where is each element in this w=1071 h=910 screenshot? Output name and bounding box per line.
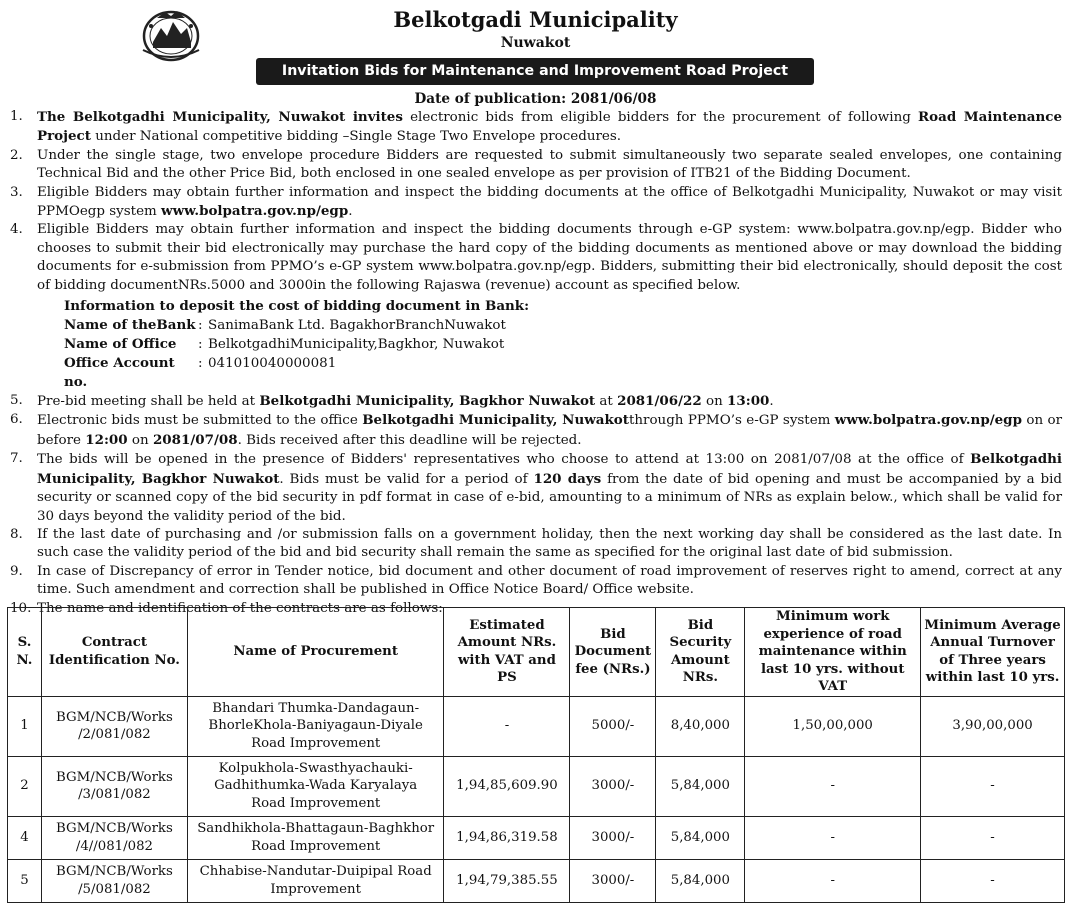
bank-row bbox=[64, 354, 1062, 392]
text: . Bids must be valid for a period of bbox=[279, 471, 534, 487]
text: under National competitive bidding –Single Stage Two Envelope procedures. bbox=[90, 129, 622, 145]
item-text bbox=[37, 450, 1062, 526]
bold-text: 13:00 bbox=[727, 393, 770, 410]
header-line: last 10 yrs. without VAT bbox=[760, 661, 905, 694]
cell-line: Road Improvement bbox=[251, 838, 381, 854]
col-header-turnover bbox=[921, 608, 1065, 697]
item-number: 9. bbox=[10, 563, 23, 579]
contracts-table bbox=[7, 607, 1065, 903]
bank-key: Name of Office bbox=[64, 336, 177, 353]
bold-text: Road Maintenance Project bbox=[37, 109, 1062, 145]
header-line: experience of road bbox=[763, 626, 902, 642]
header-line: within last 10 yrs. bbox=[925, 670, 1060, 686]
text: Eligible Bidders may obtain further information and inspect the bidding documents at the office of Belkotgadhi Municipality, Nuwakot or may visit PPMOegp system bbox=[37, 184, 1062, 220]
cell-line: BhorleKhola-Baniyagaun-Diyale bbox=[208, 718, 423, 734]
bank-key: Office Account no. bbox=[64, 355, 175, 391]
text: through PPMO’s e-GP system bbox=[628, 413, 835, 429]
table-row bbox=[8, 816, 1065, 859]
text: on or before bbox=[37, 413, 1063, 448]
cell-procurement bbox=[187, 859, 444, 902]
bold-text: The Belkotgadhi Municipality, Nuwakot invites bbox=[37, 109, 403, 125]
col-header-estimated-amount bbox=[444, 608, 570, 697]
cell-bid-security: 5,84,000 bbox=[656, 859, 745, 902]
header-line: fee (NRs.) bbox=[575, 661, 651, 677]
notice-items bbox=[10, 108, 1062, 618]
cell-procurement bbox=[187, 816, 444, 859]
district-subtitle: Nuwakot bbox=[500, 35, 571, 51]
publication-date bbox=[0, 90, 1071, 108]
table-row bbox=[8, 859, 1065, 902]
text: The bids will be opened in the presence of Bidders' representatives who choose to attend at 13:00 on 2081/07/08 at the office of bbox=[37, 452, 971, 468]
cell-line: Chhabise-Nandutar-Duipipal Road bbox=[199, 864, 432, 879]
municipality-title: Belkotgadi Municipality bbox=[393, 7, 678, 32]
notice-item-6 bbox=[10, 411, 1062, 450]
cell-contract-id bbox=[41, 696, 187, 756]
notice-item-8 bbox=[10, 526, 1062, 563]
cell-work-experience: - bbox=[745, 816, 921, 859]
header-line: with VAT and bbox=[457, 652, 556, 668]
cell-work-experience: 1,50,00,000 bbox=[745, 696, 921, 756]
cell-line: Bhandari Thumka-Dandagaun- bbox=[212, 700, 420, 716]
header-line: Identification No. bbox=[48, 652, 180, 668]
header-line: of Three years bbox=[939, 652, 1046, 668]
notice-item-1 bbox=[10, 108, 1062, 147]
cell-document-fee: 3000/- bbox=[570, 756, 656, 816]
cell-procurement bbox=[187, 696, 444, 756]
item-number: 2. bbox=[10, 147, 23, 163]
bold-text: www.bolpatra.gov.np/egp bbox=[834, 412, 1022, 429]
header-line: Bid bbox=[687, 617, 714, 633]
col-header-bid-security bbox=[656, 608, 745, 697]
bold-text: Belkotgadhi Municipality, Nuwakot bbox=[362, 412, 629, 429]
header-line: Amount bbox=[670, 652, 730, 668]
cell-turnover: - bbox=[921, 859, 1065, 902]
cell-line: BGM/NCB/Works bbox=[56, 821, 173, 836]
item-number: 10. bbox=[10, 600, 32, 616]
cell-line: Gadhithumka-Wada Karyalaya bbox=[214, 778, 418, 794]
cell-line: Improvement bbox=[270, 881, 361, 897]
cell-contract-id bbox=[41, 756, 187, 816]
text: . bbox=[769, 394, 774, 410]
item-number: 6. bbox=[10, 412, 23, 428]
bold-text: 2081/07/08 bbox=[152, 431, 238, 448]
cell-estimated-amount: 1,94,85,609.90 bbox=[444, 756, 570, 816]
notice-item-9 bbox=[10, 563, 1062, 600]
item-text: Under the single stage, two envelope procedure Bidders are requested to submit simultaneously two separate sealed envelopes, one containing Technical Bid and the other Price Bid, both enclosed in one sealed envelope as per provision of ITB21 of the Bidding Document. bbox=[37, 147, 1062, 182]
text: Pre-bid meeting shall be held at bbox=[37, 394, 260, 410]
item-number: 1. bbox=[10, 109, 23, 124]
publication-date-value: 2081/06/08 bbox=[570, 91, 657, 107]
col-header-procurement bbox=[187, 608, 444, 697]
item-text: The name and identification of the contracts are as follows: bbox=[37, 600, 443, 616]
bank-value: BelkotgadhiMunicipality,Bagkhor, Nuwakot bbox=[208, 337, 505, 353]
item-number: 8. bbox=[10, 526, 23, 542]
text: . bbox=[348, 204, 353, 220]
bank-sep: : bbox=[198, 318, 203, 334]
cell-work-experience: - bbox=[745, 756, 921, 816]
header-line: maintenance within bbox=[758, 644, 907, 659]
cell-work-experience: - bbox=[745, 859, 921, 902]
notice-item-2 bbox=[10, 147, 1062, 184]
item-text bbox=[37, 411, 1062, 450]
cell-line: /5/081/082 bbox=[78, 881, 151, 897]
cell-sn: 4 bbox=[8, 816, 42, 859]
cell-sn: 2 bbox=[8, 756, 42, 816]
cell-estimated-amount: 1,94,79,385.55 bbox=[444, 859, 570, 902]
text: on bbox=[127, 432, 153, 448]
item-number: 4. bbox=[10, 222, 23, 238]
cell-line: Road Improvement bbox=[251, 735, 381, 751]
bank-row bbox=[64, 335, 1062, 354]
text: at bbox=[595, 394, 618, 410]
bank-sep: : bbox=[198, 356, 203, 372]
col-header-work-experience bbox=[745, 608, 921, 697]
col-header-contract-id bbox=[41, 608, 187, 697]
text: Electronic bids must be submitted to the office bbox=[37, 413, 363, 429]
bank-sep: : bbox=[198, 337, 203, 353]
bank-row bbox=[64, 316, 1062, 335]
cell-line: /3/081/082 bbox=[78, 787, 151, 802]
col-header-sn bbox=[8, 608, 42, 697]
bold-text: 120 days bbox=[533, 470, 602, 487]
text: . Bids received after this deadline will be rejected. bbox=[237, 432, 582, 448]
cell-turnover: - bbox=[921, 756, 1065, 816]
cell-line: Sandhikhola-Bhattagaun-Baghkhor bbox=[197, 821, 435, 836]
item-text: In case of Discrepancy of error in Tender notice, bid document and other document of road improvement of reserves right to amend, correct at any time. Such amendment and correction shall be published in Office Notice Board/ Office website. bbox=[37, 563, 1062, 598]
header-line: Annual Turnover bbox=[930, 635, 1055, 651]
bold-text: 2081/06/22 bbox=[617, 393, 702, 410]
header-line: Amount NRs. bbox=[457, 635, 557, 651]
header-line: Bid bbox=[600, 626, 626, 642]
header-line: PS bbox=[497, 670, 517, 686]
notice-item-5 bbox=[10, 392, 1062, 411]
text: Eligible Bidders may obtain further information and inspect the bidding documents through e-GP system: www.bolpatra.gov.np/egp. Bidder who chooses to submit their bid electronically may purchase the hard copy of the bidding documents as mentioned above or may download the bidding documents for e-submission from PPMO’s e-GP system www.bolpatra.gov.np/egp. Bidders, submitting their bid electronically, should deposit the cost of bidding documentNRs.5000 and 3000in the following Rajaswa (revenue) account as specified below. bbox=[37, 222, 1062, 293]
cell-estimated-amount: 1,94,86,319.58 bbox=[444, 816, 570, 859]
notice-item-4 bbox=[10, 221, 1062, 295]
item-text bbox=[37, 392, 1062, 411]
cell-line: BGM/NCB/Works bbox=[56, 769, 173, 785]
item-number: 7. bbox=[10, 451, 23, 467]
header-line: Minimum Average bbox=[924, 617, 1061, 633]
bank-key: Name of theBank bbox=[64, 317, 196, 334]
publication-date-label: Date of publication: bbox=[414, 91, 567, 107]
cell-document-fee: 3000/- bbox=[570, 859, 656, 902]
cell-bid-security: 8,40,000 bbox=[656, 696, 745, 756]
table-row bbox=[8, 696, 1065, 756]
header-line: Document bbox=[574, 644, 652, 659]
cell-line: BGM/NCB/Works bbox=[56, 864, 173, 879]
table-header-row bbox=[8, 608, 1065, 697]
cell-line: /4//081/082 bbox=[75, 838, 153, 854]
cell-turnover: 3,90,00,000 bbox=[921, 696, 1065, 756]
header-line: Minimum work bbox=[775, 609, 890, 624]
cell-bid-security: 5,84,000 bbox=[656, 756, 745, 816]
text: on bbox=[701, 394, 728, 410]
bank-information bbox=[64, 297, 1062, 392]
bold-text: Belkotgadhi Municipality, Bagkhor Nuwakot bbox=[37, 451, 1062, 487]
text: from the date of bid opening and must be accompanied by a bid security or scanned copy of the bid security in pdf format in case of e-bid, amounting to a minimum of NRs as explain below., which shall be valid for 30 days beyond the validity period of the bid. bbox=[37, 471, 1062, 524]
cell-line: Kolpukhola-Swasthyachauki- bbox=[218, 760, 413, 776]
notice-item-7 bbox=[10, 450, 1062, 526]
cell-line: /2/081/082 bbox=[78, 727, 151, 742]
cell-document-fee: 5000/- bbox=[570, 696, 656, 756]
header-line: Security bbox=[669, 635, 732, 651]
bank-value: 041010040000081 bbox=[208, 356, 337, 372]
notice-banner: Invitation Bids for Maintenance and Improvement Road Project bbox=[256, 58, 814, 85]
header-line: S. bbox=[17, 635, 32, 651]
cell-sn: 5 bbox=[8, 859, 42, 902]
header-line: N. bbox=[16, 652, 33, 668]
cell-line: BGM/NCB/Works bbox=[56, 709, 173, 725]
cell-bid-security: 5,84,000 bbox=[656, 816, 745, 859]
item-text bbox=[37, 184, 1062, 222]
item-number: 3. bbox=[10, 184, 23, 200]
bold-text: www.bolpatra.gov.np/egp bbox=[161, 203, 349, 220]
col-header-document-fee bbox=[570, 608, 656, 697]
header-line: Contract bbox=[81, 635, 147, 651]
cell-contract-id bbox=[41, 816, 187, 859]
header-line: NRs. bbox=[682, 670, 719, 686]
cell-procurement bbox=[187, 756, 444, 816]
cell-turnover: - bbox=[921, 816, 1065, 859]
item-text bbox=[37, 221, 1062, 295]
notice-item-3 bbox=[10, 184, 1062, 222]
item-number: 5. bbox=[10, 393, 23, 409]
item-text: If the last date of purchasing and /or submission falls on a government holiday, then the next working day shall be considered as the last date. In such case the validity period of the bid and bid security shall remain the same as specified for the original last date of bid submission. bbox=[37, 526, 1062, 561]
text: electronic bids from eligible bidders for the procurement of following bbox=[402, 110, 918, 125]
cell-document-fee: 3000/- bbox=[570, 816, 656, 859]
bank-value: SanimaBank Ltd. BagakhorBranchNuwakot bbox=[208, 318, 506, 334]
bold-text: 12:00 bbox=[85, 431, 128, 448]
header-line: Estimated bbox=[469, 617, 545, 633]
bold-text: Belkotgadhi Municipality, Bagkhor Nuwakot bbox=[259, 393, 596, 410]
cell-line: Road Improvement bbox=[251, 795, 381, 811]
bank-heading: Information to deposit the cost of bidding document in Bank: bbox=[64, 298, 530, 315]
item-text bbox=[37, 108, 1062, 147]
table-row bbox=[8, 756, 1065, 816]
cell-sn: 1 bbox=[8, 696, 42, 756]
cell-estimated-amount: - bbox=[444, 696, 570, 756]
header-line: Name of Procurement bbox=[233, 644, 398, 659]
cell-contract-id bbox=[41, 859, 187, 902]
